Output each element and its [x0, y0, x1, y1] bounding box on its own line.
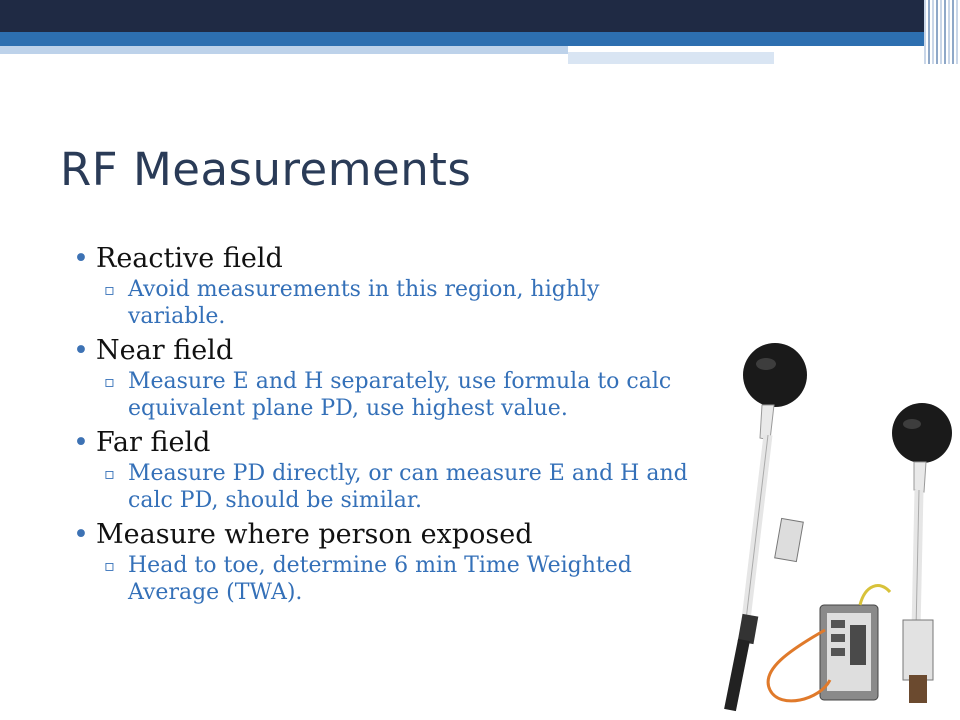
probe-right-icon	[892, 403, 952, 703]
bullet-dot-icon: •	[73, 519, 89, 550]
header-bar-dark	[0, 0, 960, 32]
bullet-dot-icon: •	[73, 335, 89, 366]
sub-bullet	[70, 276, 690, 330]
rf-probe-meter-image	[700, 330, 960, 720]
bullet-text: Near field	[96, 335, 234, 366]
bullet-text: Far field	[96, 427, 211, 458]
bullet-measure-exposed	[70, 518, 690, 552]
bullet-near-field	[70, 334, 690, 368]
meter-device-icon	[820, 605, 878, 700]
header-tab	[568, 52, 774, 64]
bullet-far-field	[70, 426, 690, 460]
sub-bullet-text: Head to toe, determine 6 min Time Weighted Average (TWA).	[128, 553, 632, 605]
sub-bullet	[70, 368, 690, 422]
probe-left-icon	[730, 343, 807, 710]
header-stripes	[924, 0, 960, 64]
slide-title: RF Measurements	[60, 143, 472, 196]
sub-bullet	[70, 460, 690, 514]
bullet-text: Reactive field	[96, 243, 283, 274]
square-bullet-icon: ▫	[104, 280, 115, 299]
sub-bullet-text: Measure E and H separately, use formula to calc equivalent plane PD, use highest value.	[128, 369, 672, 421]
bullet-text: Measure where person exposed	[96, 519, 533, 550]
sub-bullet-text: Measure PD directly, or can measure E and H and calc PD, should be similar.	[128, 461, 688, 513]
bullet-list	[70, 238, 690, 608]
bullet-dot-icon: •	[73, 243, 89, 274]
header-bar-light	[0, 46, 568, 54]
bullet-reactive-field	[70, 242, 690, 276]
sub-bullet-text: Avoid measurements in this region, highly variable.	[128, 277, 600, 329]
header-bar-blue	[0, 32, 960, 46]
square-bullet-icon: ▫	[104, 556, 115, 575]
sub-bullet	[70, 552, 690, 606]
bullet-dot-icon: •	[73, 427, 89, 458]
square-bullet-icon: ▫	[104, 464, 115, 483]
square-bullet-icon: ▫	[104, 372, 115, 391]
